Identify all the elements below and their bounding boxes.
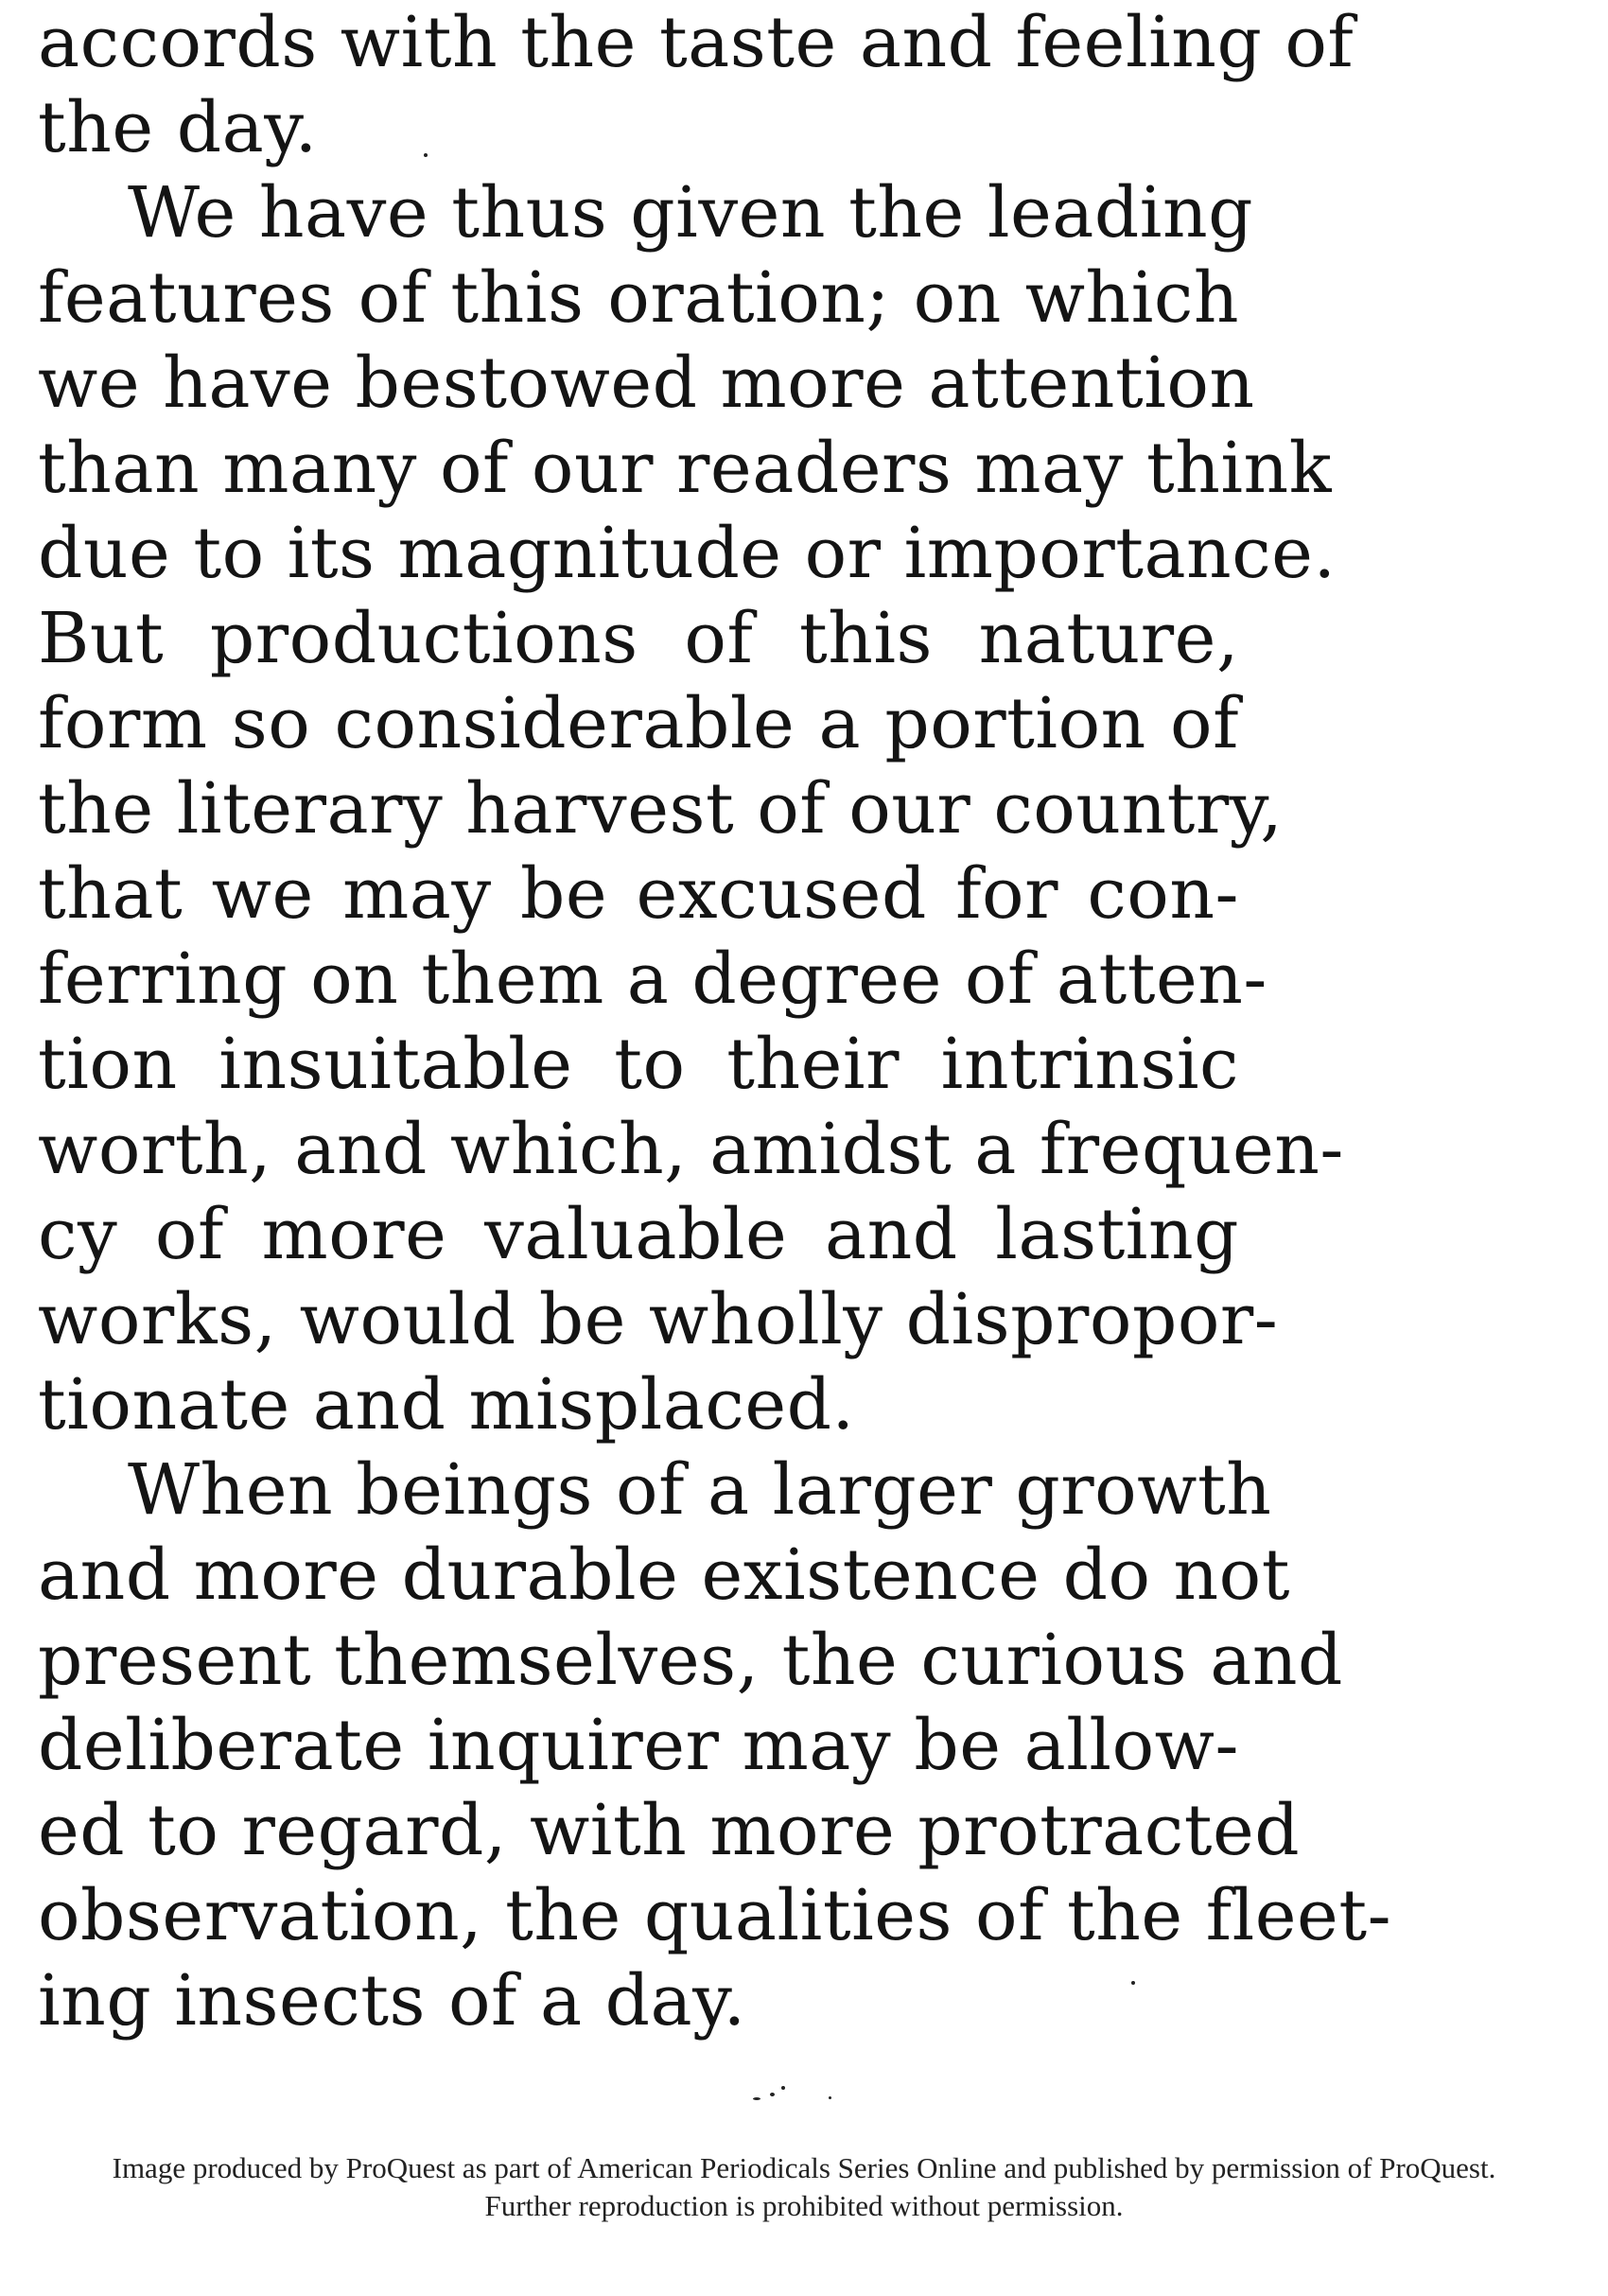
text-line: that we may be excused for con- [38,853,1239,935]
text-line: form so considerable a portion of [38,683,1239,764]
text-line: works, would be wholly dispropor- [38,1279,1279,1360]
scan-speck [1131,1981,1135,1985]
text-line: When beings of a larger growth [128,1449,1272,1531]
copyright-footer [0,2149,1608,2225]
text-line: tion insuitable to their intrinsic [38,1024,1239,1105]
text-line: worth, and which, amidst a frequen- [38,1109,1344,1190]
text-line: we have bestowed more attention [38,342,1255,424]
text-line: accords with the taste and feeling of [38,2,1355,83]
text-line: the day. [38,87,318,168]
text-line: But productions of this nature, [38,598,1239,679]
scan-speck [424,153,428,157]
footer-line-2: Further reproduction is prohibited without permission. [484,2189,1124,2222]
text-line: ed to regard, with more protracted [38,1790,1301,1871]
footer-line-1: Image produced by ProQuest as part of American Periodicals Series Online and published by permission of ProQuest. [112,2151,1496,2184]
scan-speck [753,2097,760,2100]
text-line: We have thus given the leading [128,172,1253,254]
text-line: the literary harvest of our country, [38,768,1284,850]
text-line: than many of our readers may think [38,428,1333,509]
scan-speck [781,2086,785,2090]
text-line: features of this oration; on which [38,257,1239,339]
scan-speck [829,2096,831,2099]
text-line: present themselves, the curious and [38,1620,1343,1701]
text-line: tionate and misplaced. [38,1364,855,1446]
text-line: deliberate inquirer may be allow- [38,1705,1239,1786]
scan-speck [770,2093,775,2096]
article-text [38,0,1392,2043]
text-line: cy of more valuable and lasting [38,1194,1239,1275]
text-line: due to its magnitude or importance. [38,513,1337,594]
text-line: and more durable existence do not [38,1534,1290,1616]
text-line: observation, the qualities of the fleet- [38,1875,1392,1956]
text-line: ferring on them a degree of atten- [38,938,1267,1020]
text-line: ing insects of a day. [38,1960,746,2042]
